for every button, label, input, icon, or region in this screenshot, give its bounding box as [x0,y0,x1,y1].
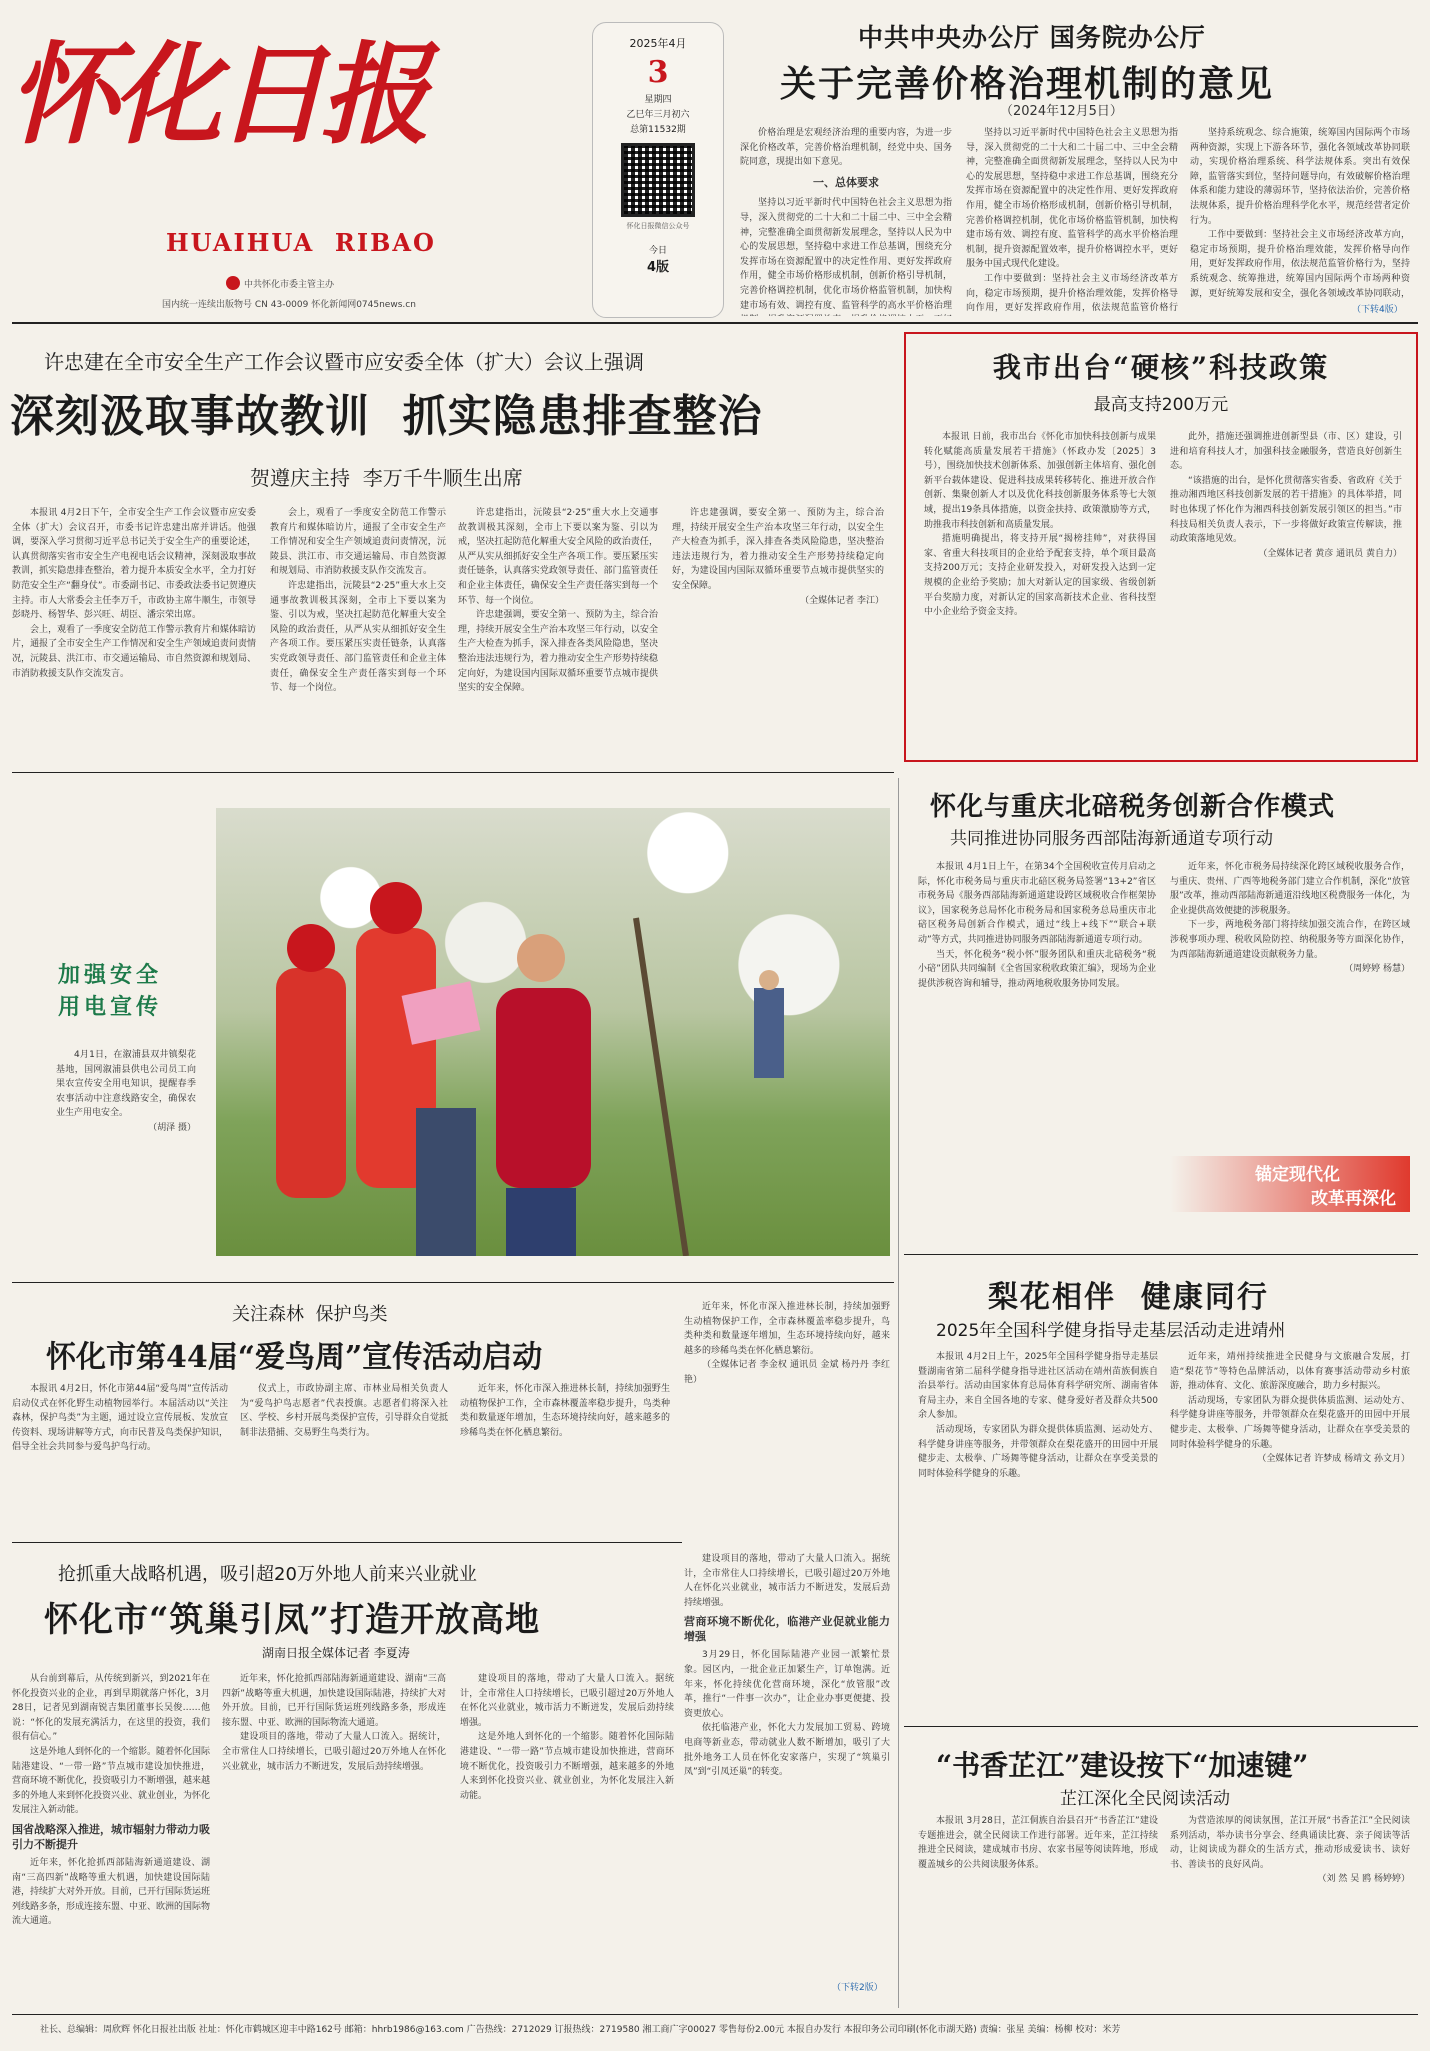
lead-col-2: 坚持以习近平新时代中国特色社会主义思想为指导，深入贯彻党的二十大和二十届二中、三中全会精神，完整准确全面贯彻新发展理念，坚持以人民为中心的发展思想，坚持稳中求进工作总基调，围绕充分发挥市场在资源配置中的决定性作用、更好发挥政府作用，健全市场价格形成机制，创新价格引导机制，完善价格调控机制，优化市场价格监管机制，加快构建市场有效、调控有度、监管科学的高水平价格治理机制，提升资源配置效率，提升价格调控水平，更好服务中国式现代化建设。 工作中要做到：坚持社会主义市场经济改革方向，稳定市场预期，提升价格治理效能，发挥价格导向作用，更好发挥政府作用，依法规范监管价格行 [966,128,1178,314]
footer-info: 社长、总编辑：周欣辉 怀化日报社出版 社址：怀化市鹤城区迎丰中路162号 邮箱：hhrb1986@163.com 广告热线：2712029 订报热线：2719580 湘工商广字00027 零售每份2.00元 本报自办发行 本报印务公司印刷(怀化市湖天路) 责编：张星 美编：杨柳 校对：米芳 [40,2025,1121,2035]
policy-col-1: 本报讯 日前，我市出台《怀化市加快科技创新与成果转化赋能高质量发展若干措施》（怀政办发〔2025〕3号），围绕加快技术创新体系、加强创新主体培育、强化创新平台载体建设、促进科技成果转移转化、推进开放合作创新、集聚创新人才以及优化科技创新服务体系等七大领域，提出19条具体措施，以资金扶持、政策激励等方式，助推我市科技创新和高质量发展。 措施明确提出，将支持开展“揭榜挂帅”，对获得国家、省重大科技项目的企业给予配套支持，单个项目最高支持200万元；支持企业研发投入，对研发投入达到一定规模的企业给予奖励；加大对新认定的国家级、省级创新平台奖励力度，对新认定的国家高新技术企业、省科技型中小企业给予资金支持。 [924,432,1156,618]
book-col-1: 本报讯 3月28日，芷江侗族自治县召开“书香芷江”建设专题推进会，就全民阅读工作进行部署。近年来，芷江持续推进全民阅读，建成城市书房、农家书屋等阅读阵地，形成覆盖城乡的公共阅读服务体系。 [918,1816,1158,1870]
pear-title: 梨花相伴 健康同行 [988,1280,1269,1315]
tax-sub: 共同推进协同服务西部陆海新通道专项行动 [950,829,1273,849]
publisher-line: 中共怀化市委主管主办 [226,276,334,290]
lead-section-heading: 一、总体要求 [813,175,879,189]
talent-col-1: 从台前到幕后，从传统到新兴，到2021年在怀化投资兴业的企业，再到早期就落户怀化，3月28日，记者见到湖南锐吉集团董事长吴俊……他说：“怀化的发展充满活力，在这里的投资，我们很有信心。” 这是外地人到怀化的一个缩影。随着怀化国际陆港建设、“一带一路”节点城市建设加快推进，营商环境不断优化，投资吸引力不断增强，越来越多的外地人来到怀化投资兴业、就业创业，为怀化发展注入新动能。 国省战略深入推进，城市辐射力带动力吸引力不断提升 近年来，怀化抢抓西部陆海新通道建设、湖南“三高四新”战略等重大机遇，加快建设国际陆港，持续扩大对外开放。目前，已开行国际货运班列线路多条，形成连接东盟、中亚、欧洲的国际物流大通道。 [12,1674,210,1927]
lead-col-1: 价格治理是宏观经济治理的重要内容，为进一步深化价格改革，完善价格治理机制，经党中央、国务院同意，现提出如下意见。 一、总体要求 坚持以习近平新时代中国特色社会主义思想为指导，深入贯彻党的二十大和二十届二中、三中全会精神，完整准确全面贯彻新发展理念，坚持以人民为中心的发展思想，坚持稳中求进工作总基调，围绕充分发挥市场在资源配置中的决定性作用、更好发挥政府作用，健全市场价格形成机制，创新价格引导机制，完善价格调控机制，优化市场价格监管机制，加快构建市场有效、调控有度、监管科学的高水平价格治理 [740,128,952,311]
photo-caption: 4月1日，在溆浦县双井镇梨花基地，国网溆浦县供电公司员工向果农宣传安全用电知识，提醒春季农事活动中注意线路安全，确保农业生产用电安全。 （胡泽 摄） [56,1048,196,1208]
photo-tag-line-2: 用电宣传 [58,994,163,1020]
tax-col-1: 本报讯 4月1日上午，在第34个全国税收宣传月启动之际，怀化市税务局与重庆市北碚区税务局签署“13+2”省区市税务局《服务西部陆海新通道建设跨区域税收合作框架协议》，国家税务总局怀化市税务局和国家税务总局重庆市北碚区税务局创新合作模式，通过“线上+线下”“联合+联动”等方式，共同推进协同服务西部陆海新通道专项行动。 当天，怀化税务“税小怀”服务团队和重庆北碚税务“税小碚”团队共同编制《全省国家税收政策汇编》，现场为企业提供涉税咨询和辅导，推动两地税收服务协同发展。 [918,862,1156,989]
book-col-2: 为营造浓厚的阅读氛围，芷江开展“书香芷江”全民阅读系列活动，举办读书分享会、经典诵读比赛、亲子阅读等活动，让阅读成为群众的生活方式，推动形成爱读书、读好书、善读书的良好风尚。 （刘 然 吴 鸥 杨婷婷） [1170,1814,1410,2004]
tax-title: 怀化与重庆北碚税务创新合作模式 [930,792,1336,822]
qr-code-icon [621,143,695,217]
date-box [592,22,724,318]
lead-date: （2024年12月5日） [1000,104,1123,119]
bird-col-3: 近年来，怀化市深入推进林长制，持续加强野生动植物保护工作，全市森林覆盖率稳步提升，鸟类种类和数量逐年增加，生态环境持续向好，越来越多的珍稀鸟类在怀化栖息繁衍。 [460,1384,670,1438]
lead-issuer: 中共中央办公厅 国务院办公厅 [858,23,1206,52]
talent-heading-1: 国省战略深入推进，城市辐射力带动力吸引力不断提升 [12,1822,210,1851]
weekday: 星期四 [644,95,672,105]
pear-col-1: 本报讯 4月2日上午，2025年全国科学健身指导走基层暨湖南省第二届科学健身指导进社区活动在靖州苗族侗族自治县举行。活动由国家体育总局体育科学研究所、湖南省体育局主办，来自全国各地的专家、健身爱好者及群众共500余人参加。 活动现场，专家团队为群众提供体质监测、运动处方、科学健身讲座等服务，并带领群众在梨花盛开的田园中开展健步走、太极拳、广场舞等健身活动，让群众在享受美景的同时体验科学健身的乐趣。 [918,1352,1158,1479]
talent-col-3: 建设项目的落地，带动了大量人口流入。据统计，全市常住人口持续增长，已吸引超过20万外地人在怀化兴业就业，城市活力不断迸发，发展后劲持续增强。 这是外地人到怀化的一个缩影。随着怀化国际陆港建设、“一带一路”节点城市建设加快推进，营商环境不断优化，投资吸引力不断增强，越来越多的外地人来到怀化投资兴业、就业创业，为怀化发展注入新动能。 [460,1674,674,1801]
talent-kicker: 抢抓重大战略机遇，吸引超20万外地人前来兴业就业 [58,1564,477,1585]
safety-col-3: 许忠建指出，沅陵县“2·25”重大水上交通事故教训极其深刻，全市上下要以案为鉴、引以为戒，坚决扛起防范化解重大安全风险的政治责任，从严从实从细抓好安全生产各项工作。要压紧压实责任链条，认真落实党政领导责任、部门监管责任和企业主体责任，确保安全生产责任落实到每一个环节、每一个岗位。 许忠建强调，要安全第一、预防为主，综合治理，持续开展安全生产治本攻坚三年行动，以安全生产大检查为抓手，深入排查各类风险隐患，坚决整治违法违规行为，着力推动安全生产形势持续稳定向好，为建设国内国际双循环重要节点城市提供坚实的安全保障。 [458,508,658,694]
reform-badge [1170,1156,1410,1212]
date-year-month: 2025年4月 [629,37,687,50]
policy-credit: （全媒体记者 黄彦 通讯员 黄自力） [1258,548,1402,559]
lunar-date: 乙巳年三月初六 [626,110,690,120]
safety-credit: （全媒体记者 李江） [800,595,884,606]
masthead-pinyin: HUAIHUA RIBAO [166,228,436,257]
safety-sub: 贺遵庆主持 李万千牛顺生出席 [250,466,523,490]
masthead-divider [12,322,1418,324]
bird-col-1: 本报讯 4月2日，怀化市第44届“爱鸟周”宣传活动启动仪式在怀化野生动植物园举行。本届活动以“关注森林，保护鸟类”为主题，通过设立宣传展板、发放宣传资料、现场讲解等方式，向市民普及鸟类保护知识，倡导全社会共同参与爱鸟护鸟行动。 [12,1384,228,1453]
divider-4 [904,1254,1418,1255]
safety-title: 深刻汲取事故教训 抓实隐患排查整治 [10,391,763,442]
pear-sub: 2025年全国科学健身指导走基层活动走进靖州 [936,1321,1286,1341]
photo-figures [216,808,890,1256]
divider-6 [904,1726,1418,1727]
bird-col-4: 近年来，怀化市深入推进林长制，持续加强野生动植物保护工作，全市森林覆盖率稳步提升，鸟类种类和数量逐年增加，生态环境持续向好，越来越多的珍稀鸟类在怀化栖息繁衍。 （全媒体记者 李金权 通讯员 金斌 杨丹丹 李红艳） [684,1300,890,1530]
safety-col-4: 许忠建强调，要安全第一、预防为主，综合治理，持续开展安全生产治本攻坚三年行动，以安全生产大检查为抓手，深入排查各类风险隐患，坚决整治违法违规行为，着力推动安全生产形势持续稳定向好，为建设国内国际双循环重要节点城市提供坚实的安全保障。 （全媒体记者 李江） [672,506,884,764]
column-rule [898,778,899,2008]
footer-divider [12,2014,1418,2015]
talent-heading-2: 营商环境不断优化，临港产业促就业能力增强 [684,1615,890,1644]
lead-continued: （下转4版） [1352,305,1403,315]
reform-badge-line-2: 改革再深化 [1311,1189,1396,1209]
party-emblem-icon [226,276,240,290]
talent-col-2: 近年来，怀化抢抓西部陆海新通道建设、湖南“三高四新”战略等重大机遇，加快建设国际陆港，持续扩大对外开放。目前，已开行国际货运班列线路多条，形成连接东盟、中亚、欧洲的国际物流大通道。 建设项目的落地，带动了大量人口流入。据统计，全市常住人口持续增长，已吸引超过20万外地人在怀化兴业就业，城市活力不断迸发，发展后劲持续增强。 [222,1674,446,1772]
policy-title: 我市出台“硬核”科技政策 [992,351,1330,384]
lead-col-3: 坚持系统观念、综合施策，统筹国内国际两个市场两种资源，实现上下游各环节，强化各领域改革协同联动，实现价格治理系统、科学法规体系。突出有效保障，监管落实到位，坚持问题导向，有效破解价格治理体系和能力建设的薄弱环节，坚持依法治价，完善价格法规体系，提升价格治理科学化水平，规范经营者定价行为。 工作中要做到：坚持社会主义市场经济改革方向，稳定市场预期，提升价格治理效能，发挥价格导向作用，更好发挥政府作用，依法规范监管价格行为，坚持系统观念、统筹推进，统筹国内国际两个市场两种资源，更好统筹发展和安全，强化各领域改革协同联动， [1190,128,1410,298]
divider-3 [12,1282,894,1283]
divider-2 [12,772,894,773]
pear-credit: （全媒体记者 许梦成 杨靖文 孙文月） [1257,1454,1410,1465]
talent-title: 怀化市“筑巢引凤”打造开放高地 [44,1600,541,1640]
pages-label: 今日 [648,246,667,256]
tax-col-2: 近年来，怀化市税务局持续深化跨区域税收服务合作，与重庆、贵州、广西等地税务部门建立合作机制，深化“放管服”改革，推动西部陆海新通道沿线地区税费服务一体化，为企业提供高效便捷的涉税服务。 下一步，两地税务部门将持续加强交流合作，在跨区域涉税事项办理、税收风险防控、纳税服务等方面深化协作，为西部陆海新通道建设贡献税务力量。 （周婷婷 杨慧） [1170,860,1410,1150]
talent-continued: （下转2版） [832,1983,883,1993]
policy-sub: 最高支持200万元 [1093,395,1229,415]
qr-caption: 怀化日报微信公众号 [626,222,690,230]
tax-credit: （周婷婷 杨慧） [1344,964,1410,975]
safety-col-2: 会上，观看了一季度安全防范工作警示教育片和媒体暗访片，通报了全市安全生产工作情况和安全生产领域追责问责情况，沅陵县、洪江市、市交通运输局、市自然资源和规划局、市消防救援支队作交流发言。 许忠建指出，沅陵县“2·25”重大水上交通事故教训极其深刻，全市上下要以案为鉴、引以为戒，坚决扛起防范化解重大安全风险的政治责任，从严从实从细抓好安全生产各项工作。要压紧压实责任链条，认真落实党政领导责任、部门监管责任和企业主体责任，确保安全生产责任落实到每一个环节、每一个岗位。 [270,508,446,694]
bird-credit: （全媒体记者 李金权 通讯员 金斌 杨丹丹 李红艳） [684,1360,890,1385]
book-credit: （刘 然 吴 鸥 杨婷婷） [1317,1874,1410,1885]
reform-badge-line-1: 锚定现代化 [1255,1165,1340,1185]
bird-col-2: 仪式上，市政协副主席、市林业局相关负责人为“爱鸟护鸟志愿者”代表授旗。志愿者们将深入社区、学校、乡村开展鸟类保护宣传，引导群众自觉抵制非法猎捕、交易野生鸟类行为。 [240,1384,448,1438]
pages-count: 4版 [646,260,670,275]
photo-tag-line-1: 加强安全 [58,962,163,988]
lead-title: 关于完善价格治理机制的意见 [780,63,1275,105]
date-day: 3 [647,55,669,90]
pear-col-2: 近年来，靖州持续推进全民健身与文旅融合发展，打造“梨花节”等特色品牌活动，以体育赛事活动带动乡村旅游，推动体育、文化、旅游深度融合，助力乡村振兴。 活动现场，专家团队为群众提供体质监测、运动处方、科学健身讲座等服务，并带领群众在梨花盛开的田园中开展健步走、太极拳、广场舞等健身活动，让群众在享受美景的同时体验科学健身的乐趣。 （全媒体记者 许梦成 杨靖文 孙文月） [1170,1350,1410,1720]
divider-5 [12,1542,682,1543]
book-title: “书香芷江”建设按下“加速键” [936,1749,1309,1782]
photo-credit: （胡泽 摄） [148,1122,196,1133]
policy-box [904,332,1418,762]
safety-kicker: 许忠建在全市安全生产工作会议暨市应安委全体（扩大）会议上强调 [44,350,644,374]
policy-col-2: 此外，措施还强调推进创新型县（市、区）建设，引进和培育科技人才，加强科技金融服务，营造良好创新生态。 “该措施的出台，是怀化贯彻落实省委、省政府《关于推动湘西地区科技创新发展的若干措施》的具体举措，同时也体现了怀化作为湘西科技创新发展引领区的担当。”市科技局相关负责人表示，下一步将做好政策宣传解读，推动政策落地见效。 （全媒体记者 黄彦 通讯员 黄自力） [1170,430,1402,748]
feature-photo [216,808,890,1256]
bird-title: 怀化市第44届“爱鸟周”宣传活动启动 [46,1340,543,1375]
safety-col-1: 本报讯 4月2日下午，全市安全生产工作会议暨市应安委全体（扩大）会议召开，市委书记许忠建出席并讲话。他强调，要深入学习贯彻习近平总书记关于安全生产的重要论述，认真贯彻落实省市安全生产电视电话会议精神，深刻汲取事故教训，抓实隐患排查整治，着力提升本质安全水平，全力打好防范安全生产“翻身仗”。市委副书记、市委政法委书记贺遵庆主持。市人大常委会主任李万千，市政协主席牛顺生，市领导彭晓丹、杨智华、彭兴旺、胡臣、潘宗荣出席。 会上，观看了一季度安全防范工作警示教育片和媒体暗访片，通报了全市安全生产工作情况和安全生产领域追责问责情况，沅陵县、洪江市、市交通运输局、市自然资源和规划局、市消防救援支队作交流发言。 [12,508,256,679]
masthead-logo: 怀化日报 [8,30,424,159]
issue-number: 总第11532期 [630,125,686,135]
talent-col-4: 建设项目的落地，带动了大量人口流入。据统计，全市常住人口持续增长，已吸引超过20万外地人在怀化兴业就业，城市活力不断迸发，发展后劲持续增强。 营商环境不断优化，临港产业促就业能力增强 3月29日，怀化国际陆港产业园一派繁忙景象。园区内，一批企业正加紧生产，订单饱满。近年来，怀化持续优化营商环境，深化“放管服”改革，推行“一件事一次办”，让企业办事更便捷、投资更放心。 依托临港产业，怀化大力发展加工贸易、跨境电商等新业态，带动就业人数不断增加，吸引了大批外地务工人员在怀化安家落户，实现了“筑巢引凤”到“引凤还巢”的转变。 [684,1554,890,1778]
talent-byline: 湖南日报全媒体记者 李夏涛 [262,1646,410,1660]
cn-info: 国内统一连续出版物号 CN 43-0009 怀化新闻网0745news.cn [162,300,416,310]
bird-kicker: 关注森林 保护鸟类 [232,1304,388,1325]
book-sub: 芷江深化全民阅读活动 [1060,1789,1230,1809]
